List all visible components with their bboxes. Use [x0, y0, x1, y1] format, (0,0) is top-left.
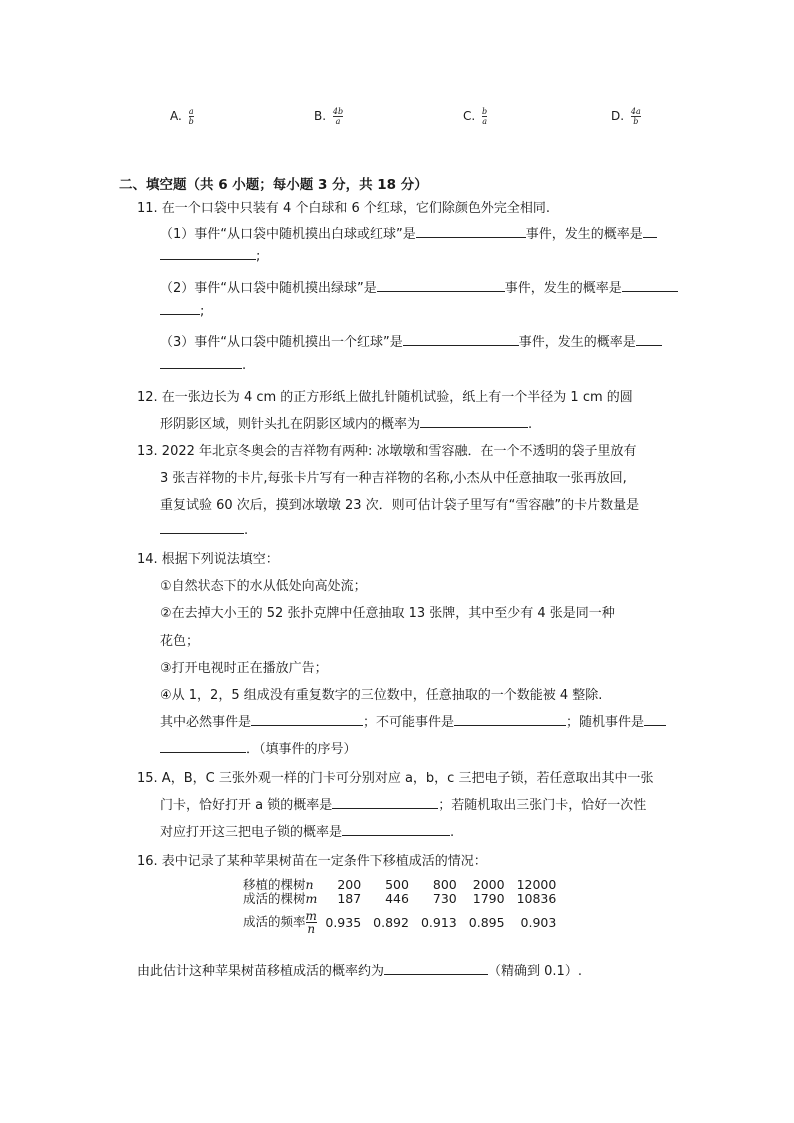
- blank[interactable]: [160, 302, 200, 315]
- table-cell: 0.903: [520, 914, 557, 930]
- q13-line3: 重复试验 60 次后，摸到冰墩墩 23 次．则可估计袋子里写有“雪容融”的卡片数量是: [160, 498, 640, 513]
- q14-item2: ②在去掉大小王的 52 张扑克牌中任意抽取 13 张牌，其中至少有 4 张是同一种: [160, 606, 615, 621]
- blank[interactable]: [160, 247, 256, 260]
- table-cell: 500: [385, 877, 409, 892]
- q11-stem: 11. 在一个口袋中只装有 4 个白球和 6 个红球，它们除颜色外完全相同.: [137, 201, 551, 216]
- table-row: [243, 878, 562, 892]
- option-a: [170, 107, 194, 126]
- section-title: 二、填空题（共 6 小题；每小题 3 分，共 18 分）: [119, 177, 428, 193]
- q11-part2: （2）事件“从口袋中随机摸出绿球”是 事件，发生的概率是: [160, 277, 678, 296]
- q15-line3: 对应打开这三把电子锁的概率是 .: [160, 825, 455, 840]
- option-c-label: C.: [463, 109, 476, 123]
- blank[interactable]: [644, 713, 666, 726]
- q13-line1: 13. 2022 年北京冬奥会的吉祥物有两种: 冰墩墩和雪容融．在一个不透明的袋子里放有: [137, 444, 637, 459]
- q14-answers: 其中必然事件是 ；不可能事件是 ；随机事件是: [160, 711, 666, 730]
- q14-item2-cont: 花色；: [160, 634, 200, 649]
- table-cell: 0.892: [373, 914, 409, 930]
- q16-conclusion: 由此估计这种苹果树苗移植成活的概率约为 （精确到 0.1）.: [137, 964, 582, 979]
- blank[interactable]: [622, 279, 678, 292]
- blank[interactable]: [160, 356, 242, 369]
- table-cell: 0.913: [420, 914, 457, 930]
- blank[interactable]: [251, 713, 363, 726]
- q16-stem: 16. 表中记录了某种苹果树苗在一定条件下移植成活的情况：: [137, 854, 487, 869]
- row-header: 移植的棵树n: [243, 877, 314, 892]
- table-cell: 800: [432, 877, 457, 892]
- blank[interactable]: [377, 279, 505, 292]
- row-header: 成活的频率 $\frac{m}{n}$: [243, 909, 317, 936]
- blank[interactable]: [160, 740, 246, 753]
- table-cell: 2000: [472, 877, 505, 892]
- option-d: [611, 107, 641, 126]
- q12-line2: 形阴影区域，则针头扎在阴影区域内的概率为 .: [160, 417, 533, 432]
- q13-line4: .: [160, 521, 248, 538]
- option-c-fraction: $\frac{b}{a}$: [482, 107, 488, 126]
- option-b: [314, 107, 343, 126]
- q14-answers-cont: ．（填事件的序号）: [160, 738, 357, 757]
- option-c: [463, 107, 487, 126]
- table-cell: 0.935: [325, 914, 362, 930]
- q15-line1: 15. A，B，C 三张外观一样的门卡可分别对应 a，b，c 三把电子锁，若任意取出其中一张: [137, 771, 654, 786]
- q14-item4: ④从 1，2，5 组成没有重复数字的三位数中，任意抽取的一个数能被 4 整除.: [160, 688, 603, 703]
- table-row: [243, 906, 562, 935]
- survival-table: [243, 878, 562, 935]
- q15-line2: 门卡，恰好打开 a 锁的概率是 ；若随机取出三张门卡，恰好一次性: [160, 798, 647, 813]
- blank[interactable]: [420, 415, 528, 428]
- table-cell: 730: [432, 891, 457, 906]
- q14-stem: 14. 根据下列说法填空：: [137, 552, 279, 567]
- blank[interactable]: [160, 521, 244, 534]
- q11-part2-cont: ;: [160, 302, 204, 319]
- q11-part1: （1）事件“从口袋中随机摸出白球或红球”是 事件，发生的概率是: [160, 223, 657, 242]
- table-cell: 187: [337, 891, 362, 906]
- option-b-fraction: $\frac{4b}{a}$: [332, 107, 344, 126]
- q14-item3: ③打开电视时正在播放广告；: [160, 661, 328, 676]
- table-cell: 0.895: [468, 914, 505, 930]
- option-b-label: B.: [314, 109, 327, 123]
- blank[interactable]: [332, 796, 438, 809]
- q13-line2: 3 张吉祥物的卡片,每张卡片写有一种吉祥物的名称,小杰从中任意抽取一张再放回,: [160, 471, 627, 486]
- row-header: 成活的棵树m: [243, 891, 318, 906]
- option-a-label: A.: [170, 109, 182, 123]
- blank[interactable]: [403, 333, 519, 346]
- q12-line1: 12. 在一张边长为 4 cm 的正方形纸上做扎针随机试验，纸上有一个半径为 1 cm 的圆: [137, 390, 633, 405]
- table-cell: 10836: [516, 891, 557, 906]
- table-cell: 1790: [472, 891, 505, 906]
- table-cell: 12000: [516, 877, 557, 892]
- q14-item1: ①自然状态下的水从低处向高处流；: [160, 579, 367, 594]
- q11-part3-cont: .: [160, 356, 246, 373]
- option-a-fraction: $\frac{a}{b}$: [188, 107, 194, 126]
- frequency-fraction: $\frac{m}{n}$: [305, 909, 317, 936]
- blank[interactable]: [643, 225, 657, 238]
- table-cell: 446: [385, 891, 409, 906]
- blank[interactable]: [384, 962, 488, 975]
- blank[interactable]: [636, 333, 662, 346]
- option-d-fraction: $\frac{4a}{b}$: [630, 107, 641, 126]
- option-d-label: D.: [611, 109, 625, 123]
- blank[interactable]: [342, 823, 450, 836]
- q11-part1-cont: ;: [160, 247, 260, 264]
- table-cell: 200: [337, 877, 362, 892]
- blank[interactable]: [454, 713, 566, 726]
- q11-part3: （3）事件“从口袋中随机摸出一个红球”是 事件，发生的概率是: [160, 331, 662, 350]
- blank[interactable]: [416, 225, 526, 238]
- table-row: [243, 892, 562, 906]
